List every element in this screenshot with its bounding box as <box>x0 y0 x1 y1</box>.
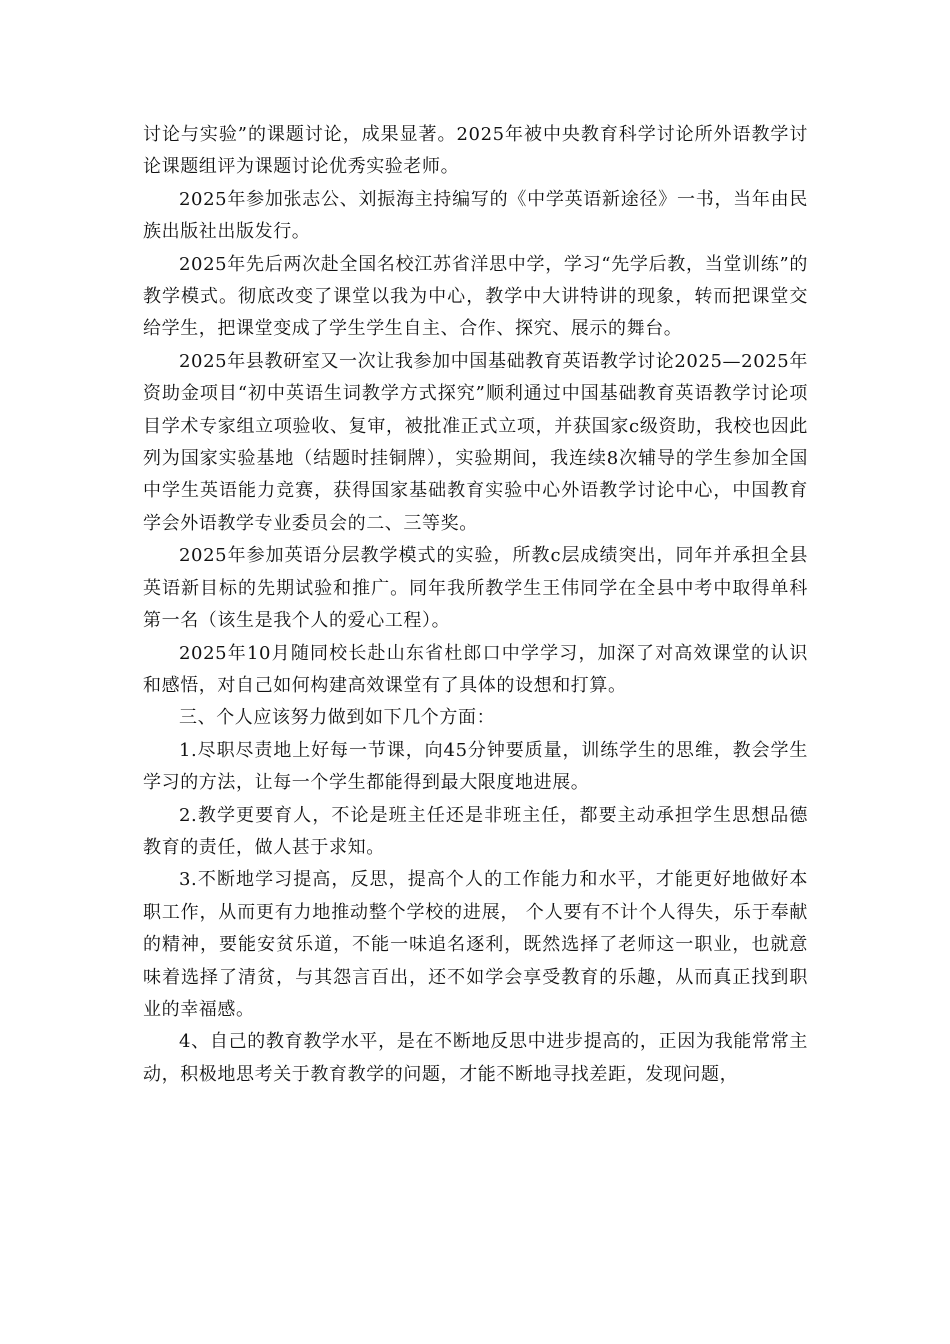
document-body <box>143 119 808 1091</box>
paragraph-3: 2025年先后两次赴全国名校江苏省洋思中学，学习“先学后教，当堂训练”的教学模式。彻底改变了课堂以我为中心，教学中大讲特讲的现象，转而把课堂交给学生，把课堂变成了学生学生自主、合作、探究、展示的舞台。 <box>143 253 808 340</box>
paragraph-6: 2025年10月随同校长赴山东省杜郎口中学学习，加深了对高效课堂的认识和感悟，对自己如何构建高效课堂有了具体的设想和打算。 <box>143 642 808 696</box>
paragraph-4: 2025年县教研室又一次让我参加中国基础教育英语教学讨论2025—2025年资助金项目“初中英语生词教学方式探究”顺利通过中国基础教育英语教学讨论项目学术专家组立项验收、复审，被批准正式立项，并获国家c级资助，我校也因此列为国家实验基地（结题时挂铜牌），实验期间，我连续8次辅导的学生参加全国中学生英语能力竞赛，获得国家基础教育实验中心外语教学讨论中心，中国教育学会外语教学专业委员会的二、三等奖。 <box>143 350 808 534</box>
paragraph-1: 讨论与实验”的课题讨论，成果显著。2025年被中央教育科学讨论所外语教学讨论课题组评为课题讨论优秀实验老师。 <box>143 124 808 178</box>
list-item-3: 3.不断地学习提高，反思，提高个人的工作能力和水平，才能更好地做好本职工作，从而更有力地推动整个学校的进展， 个人要有不计个人得失，乐于奉献的精神，要能安贫乐道，不能一味追名逐利，既然选择了老师这一职业，也就意味着选择了清贫，与其怨言百出，还不如学会享受教育的乐趣，从而真正找到职业的幸福感。 <box>143 869 808 1020</box>
paragraph-5: 2025年参加英语分层教学模式的实验，所教c层成绩突出，同年并承担全县英语新目标的先期试验和推广。同年我所教学生王伟同学在全县中考中取得单科第一名（该生是我个人的爱心工程）。 <box>143 545 808 632</box>
list-item-4: 4、自己的教育教学水平，是在不断地反思中进步提高的，正因为我能常常主动，积极地思考关于教育教学的问题，才能不断地寻找差距，发现问题， <box>143 1031 808 1085</box>
paragraph-2: 2025年参加张志公、刘振海主持编写的《中学英语新途径》一书，当年由民族出版社出版发行。 <box>143 188 808 243</box>
list-item-2: 2.教学更要育人，不论是班主任还是非班主任，都要主动承担学生思想品德教育的责任，做人甚于求知。 <box>143 804 808 858</box>
list-item-1: 1.尽职尽责地上好每一节课，向45分钟要质量，训练学生的思维，教会学生学习的方法，让每一个学生都能得到最大限度地进展。 <box>143 739 808 794</box>
section-heading: 三、个人应该努力做到如下几个方面： <box>179 707 496 729</box>
